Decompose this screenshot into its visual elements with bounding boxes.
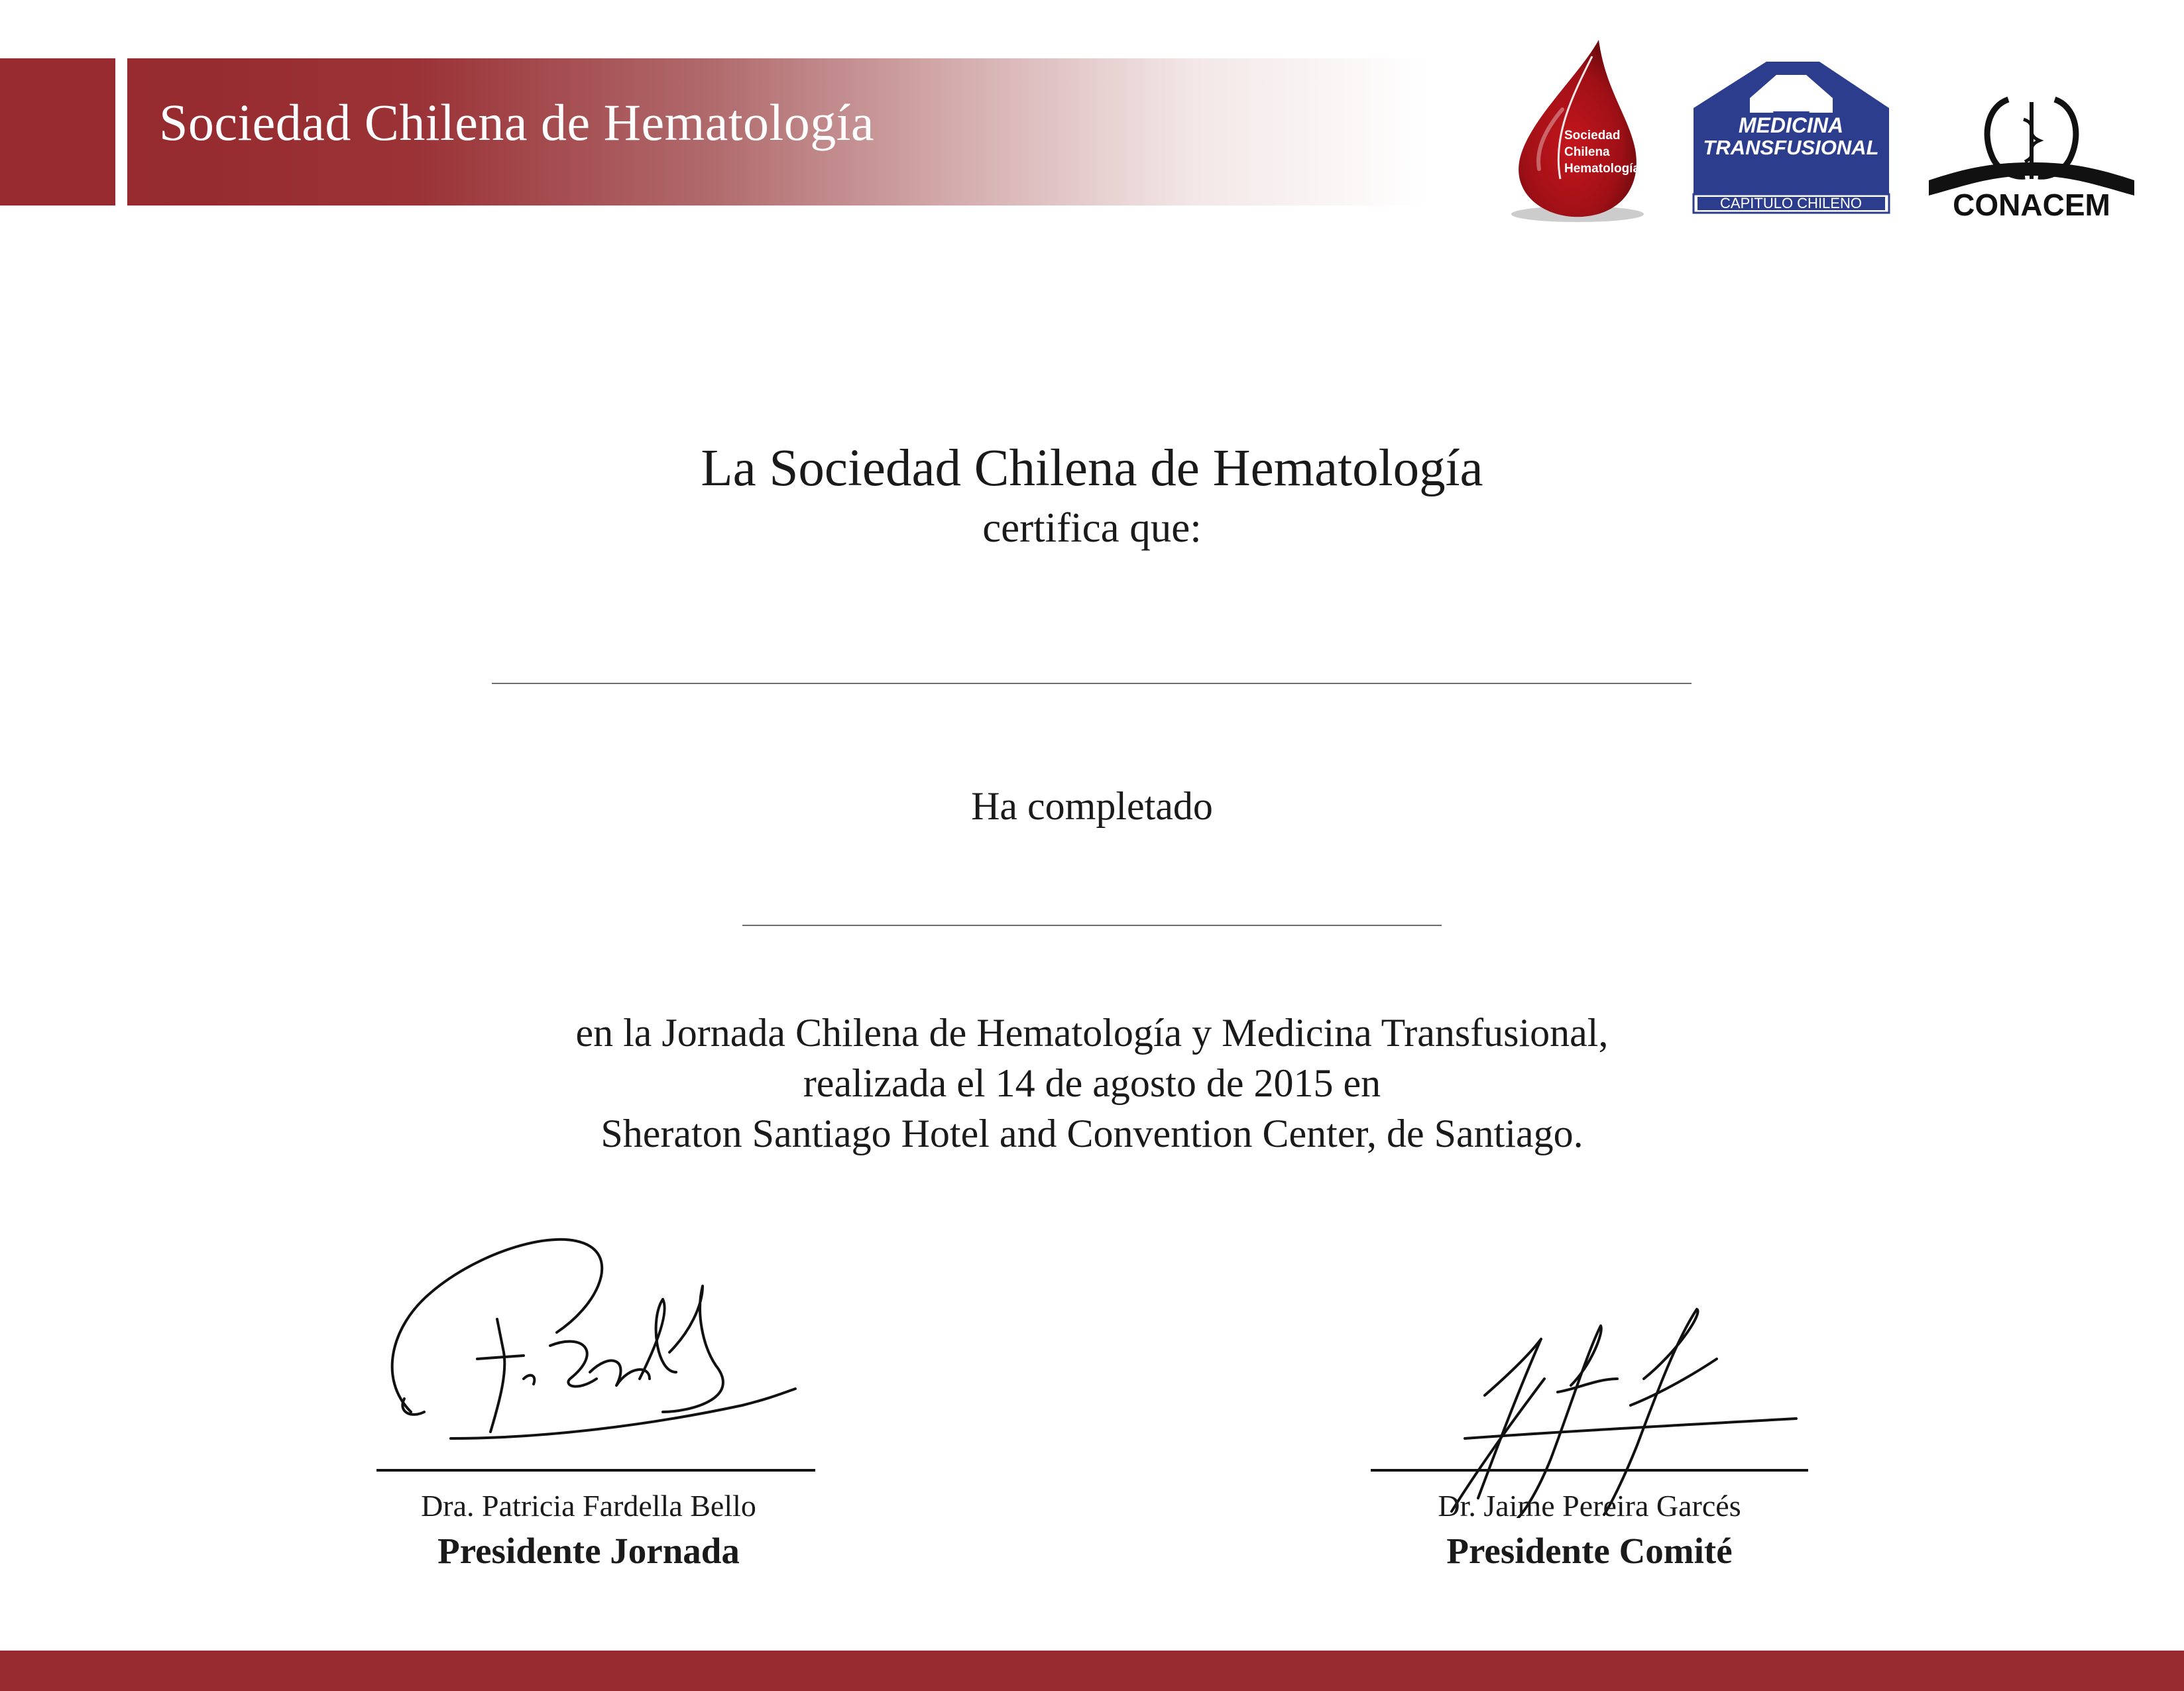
course-name-line: [742, 925, 1442, 926]
signature-line-right: [1371, 1469, 1808, 1472]
signature-line-left: [376, 1469, 815, 1472]
signature-left: [371, 1213, 848, 1465]
sch-logo-line-2: Chilena: [1564, 145, 1610, 159]
signatory-role-right: Presidente Comité: [1446, 1531, 1733, 1571]
sch-logo-line-3: Hematología: [1564, 162, 1640, 176]
signatory-role-left: Presidente Jornada: [437, 1531, 740, 1571]
recipient-name-line: [492, 683, 1692, 684]
mt-logo-line-3: CAPITULO CHILENO: [1720, 195, 1862, 211]
header-accent-block: [0, 58, 115, 205]
signatory-name-right: Dr. Jaime Pereira Garcés: [1438, 1489, 1741, 1523]
sch-logo-line-1: Sociedad: [1564, 129, 1621, 143]
event-line-1: en la Jornada Chilena de Hematología y Medicina Transfusional,: [575, 1011, 1609, 1055]
event-line-2: realizada el 14 de agosto de 2015 en: [803, 1061, 1381, 1105]
signatory-name-left: Dra. Patricia Fardella Bello: [421, 1489, 756, 1523]
header-title: Sociedad Chilena de Hematología: [159, 93, 875, 151]
conacem-logo-text: CONACEM: [1953, 188, 2110, 219]
mt-logo-line-1: MEDICINA: [1738, 113, 1844, 137]
footer-bar: [0, 1651, 2184, 1691]
event-line-3: Sheraton Santiago Hotel and Convention Center, de Santiago.: [601, 1112, 1583, 1155]
certificate-subtitle: certifica que:: [982, 504, 1202, 551]
sch-blood-drop-logo: [1499, 36, 1652, 225]
medicina-transfusional-logo: [1687, 58, 1896, 214]
mt-logo-line-2: TRANSFUSIONAL: [1703, 136, 1879, 159]
certificate-title: La Sociedad Chilena de Hematología: [701, 439, 1483, 497]
conacem-logo: [1925, 93, 2138, 219]
signature-right: [1425, 1299, 1863, 1518]
completed-text: Ha completado: [971, 784, 1213, 828]
